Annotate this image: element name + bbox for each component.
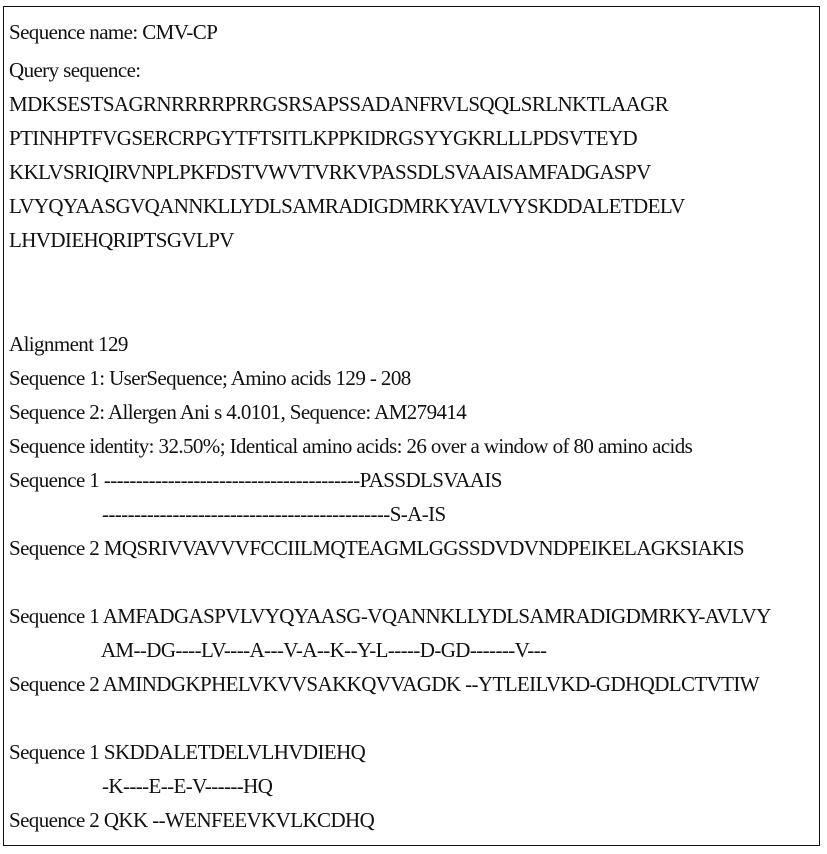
alignment-match-row: AM--DG----LV----A---V-A--K--Y-L-----D-GD-------V--- <box>9 638 547 662</box>
query-line: MDKSESTSAGRNRRRRPRRGSRSAPSSADANFRVLSQQLSRLNKTLAAGR <box>9 92 669 116</box>
query-line: LHVDIEHQRIPTSGVLPV <box>9 228 234 252</box>
sequence-identity: Sequence identity: 32.50%; Identical amino acids: 26 over a window of 80 amino acids <box>9 434 693 458</box>
alignment-seq1-row: Sequence 1 AMFADGASPVLVYQYAASG-VQANNKLLYDLSAMRADIGDMRKY-AVLVY <box>9 604 771 628</box>
query-label: Query sequence: <box>9 58 141 82</box>
alignment-seq2-row: Sequence 2 AMINDGKPHELVKVVSAKKQVVAGDK --YTLEILVKD-GDHQDLCTVTIW <box>9 672 760 696</box>
alignment-match-row: ---------------------------------------------S-A-IS <box>9 502 446 526</box>
alignment-header: Alignment 129 <box>9 332 128 356</box>
alignment-seq1-row: Sequence 1 SKDDALETDELVLHVDIEHQ <box>9 740 366 764</box>
sequence-name: Sequence name: CMV-CP <box>9 20 218 44</box>
query-line: KKLVSRIQIRVNPLPKFDSTVWVTVRKVPASSDLSVAAISAMFADGASPV <box>9 160 651 184</box>
query-line: LVYQYAASGVQANNKLLYDLSAMRADIGDMRKYAVLVYSKDDALETDELV <box>9 194 685 218</box>
alignment-seq2-row: Sequence 2 QKK --WENFEEVKVLKCDHQ <box>9 808 375 832</box>
alignment-match-row: -K----E--E-V------HQ <box>9 774 273 798</box>
alignment-seq1-row: Sequence 1 ----------------------------------------PASSDLSVAAIS <box>9 468 502 492</box>
alignment-seq2-row: Sequence 2 MQSRIVVAVVVFCCIILMQTEAGMLGGSSDVDVNDPEIKELAGKSIAKIS <box>9 536 744 560</box>
sequence-1-info: Sequence 1: UserSequence; Amino acids 129 - 208 <box>9 366 411 390</box>
query-line: PTINHPTFVGSERCRPGYTFTSITLKPPKIDRGSYYGKRLLLPDSVTEYD <box>9 126 638 150</box>
sequence-2-info: Sequence 2: Allergen Ani s 4.0101, Sequence: AM279414 <box>9 400 467 424</box>
